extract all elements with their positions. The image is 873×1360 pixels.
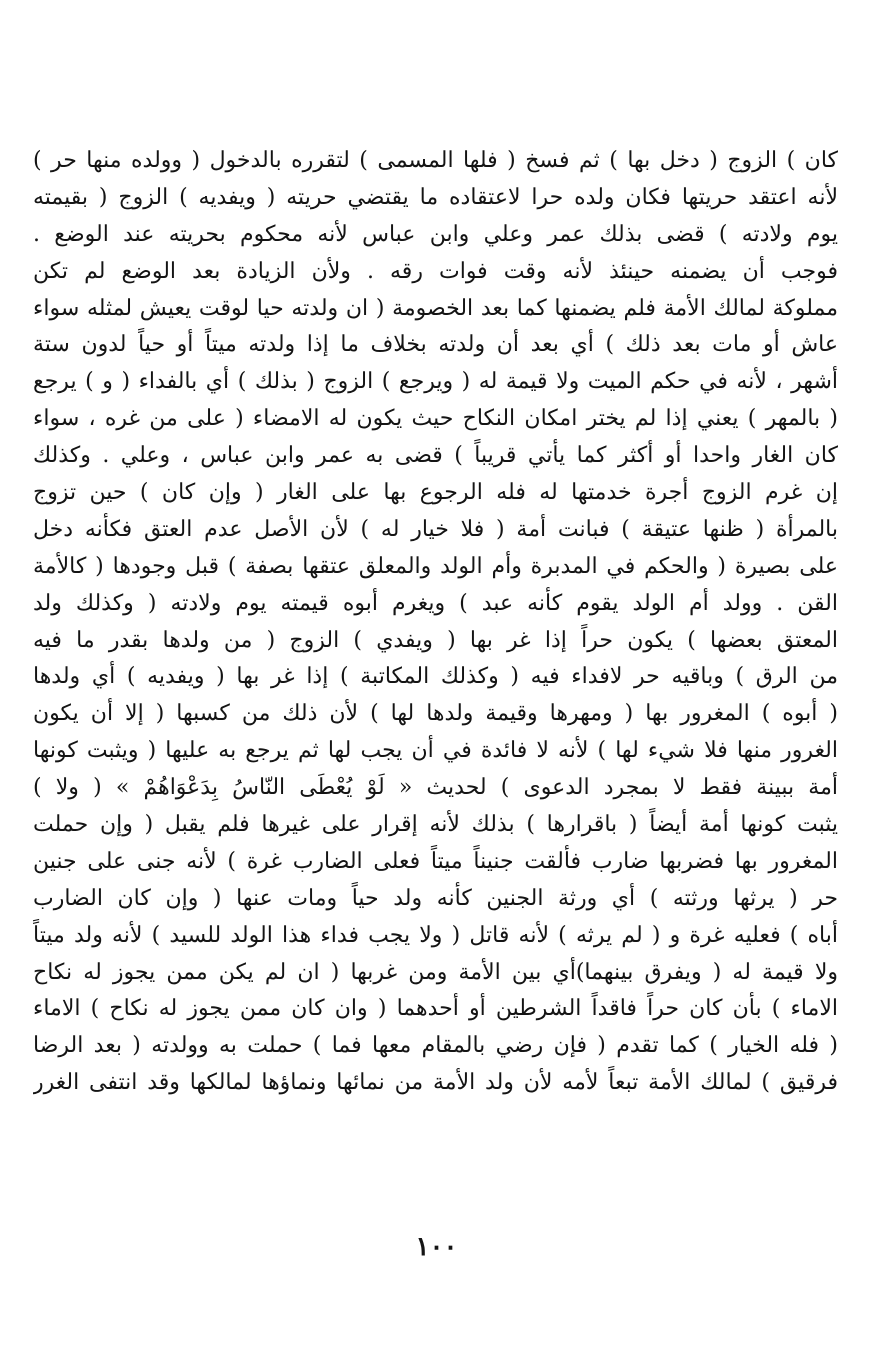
text-line: كان الغار واحدا أو أكثر كما يأتي قريباً ) قضى به عمر وابن عباس ، وعلي . وكذلك <box>33 443 838 469</box>
text-line: الغرور منها فلا شيء لها ) لأنه لا فائدة في أن يجب لها ثم يرجع به عليها ( ويثبت كونها <box>33 738 838 764</box>
text-line: كان ) الزوج ( دخل بها ) ثم فسخ ( فلها المسمى ) لتقرره بالدخول ( وولده منها حر ) <box>33 148 838 173</box>
text-line: ( بالمهر ) يعني إذا لم يختر امكان النكاح حيث يكون له الامضاء ( على من غره ، سواء <box>33 406 838 432</box>
text-line: المغرور بها فضربها ضارب فألقت جنيناً ميتاً فعلى الضارب غرة ) لأنه جنى على جنين <box>33 848 838 874</box>
text-line: بالمرأة ( ظنها عتيقة ) فبانت أمة ( فلا خيار له ) لأن الأصل عدم العتق فكأنه دخل <box>33 516 838 542</box>
text-line: المعتق بعضها ) يكون حراً إذا غر بها ( ويفدي ) الزوج ( من ولدها بقدر ما فيه <box>33 627 838 653</box>
text-line: أشهر ، لأنه في حكم الميت ولا قيمة له ( ويرجع ) الزوج ( بذلك ) أي بالفداء ( و ) يرجع <box>33 369 838 395</box>
text-line: ( أبوه ) المغرور بها ( ومهرها وقيمة ولدها لها ) لأن ذلك من كسبها ( إلا أن يكون <box>33 701 838 727</box>
text-line: حر ( يرثها ورثته ) أي ورثة الجنين كأنه ولد حياً ومات عنها ( وإن كان الضارب <box>33 885 838 911</box>
page-body-text <box>33 143 838 1102</box>
text-line: أباه ) فعليه غرة و ( لم يرثه ) لأنه قاتل ( ولا يجب فداء هذا الولد للسيد ) لأنه ولد ميتاً <box>33 922 838 948</box>
text-line: ( فله الخيار ) كما تقدم ( فإن رضي بالمقام معها فما ) حملت به وولدته ( بعد الرضا <box>33 1033 838 1059</box>
text-line: أمة ببينة فقط لا بمجرد الدعوى ) لحديث « لَوْ يُعْطَى النّاسُ بِدَعْوَاهُمْ » ( ولا ) <box>33 775 838 801</box>
text-line: عاش أو مات بعد ذلك ) أي بعد أن ولدته بخلاف ما إذا ولدته ميتاً أو حياً لدون ستة <box>33 332 838 358</box>
text-line: يوم ولادته ) قضى بذلك عمر وعلي وابن عباس لأنه محكوم بحريته عند الوضع . <box>33 221 838 247</box>
text-line: القن . وولد أم الولد يقوم كأنه عبد ) ويغرم أبوه قيمته يوم ولادته ( وكذلك ولد <box>33 590 838 616</box>
text-line: ولا قيمة له ( ويفرق بينهما)أي بين الأمة ومن غربها ( ان لم يكن ممن يجوز له نكاح <box>33 959 838 985</box>
text-line: يثبت كونها أمة أيضاً ( باقرارها ) بذلك لأنه إقرار على غيرها فلم يقبل ( وإن حملت <box>33 812 838 838</box>
page-number: ١٠٠ <box>415 1232 458 1262</box>
text-line: الاماء ) بأن كان حراً فاقداً الشرطين أو أحدهما ( وان كان ممن يجوز له نكاح ) الاماء <box>33 996 838 1022</box>
text-line: فرقيق ) لمالك الأمة تبعاً لأمه لأن ولد الأمة من نمائها ونماؤها لمالكها وقد انتفى الغرر <box>33 1070 838 1096</box>
text-line: لأنه اعتقد حريتها فكان ولده حرا لاعتقاده ما يقتضي حريته ( ويفديه ) الزوج ( بقيمته <box>33 184 838 210</box>
text-line: مملوكة لمالك الأمة فلم يضمنها كما بعد الخصومة ( ان ولدته حيا لوقت يعيش لمثله سواء <box>33 295 838 321</box>
text-line: من الرق ) وباقيه حر لافداء فيه ( وكذلك المكاتبة ) إذا غر بها ( ويفديه ) أي ولدها <box>33 664 838 690</box>
text-line: فوجب أن يضمنه حينئذ لأنه وقت فوات رقه . ولأن الزيادة بعد الوضع لم تكن <box>33 258 838 284</box>
text-line: إن غرم الزوج أجرة خدمتها له فله الرجوع بها على الغار ( وإن كان ) حين تزوج <box>33 480 838 506</box>
text-line: على بصيرة ( والحكم في المدبرة وأم الولد والمعلق عتقها بصفة ) قبل وجودها ( كالأمة <box>33 553 838 579</box>
